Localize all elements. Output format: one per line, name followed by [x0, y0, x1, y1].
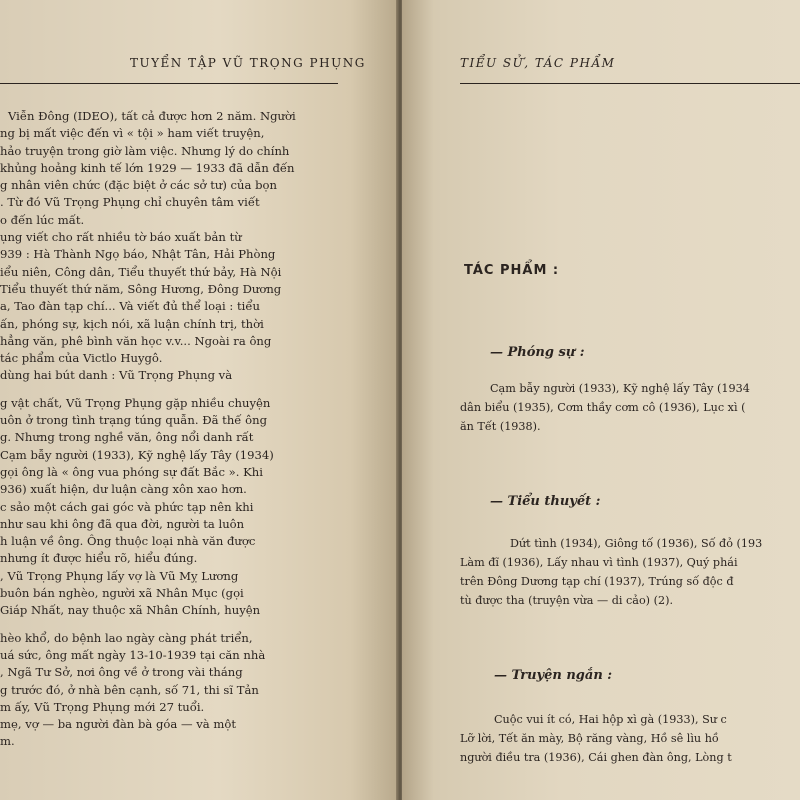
body-line: a, Tao đàn tạp chí... Và viết đủ thể loại : tiểu: [0, 299, 260, 314]
body-line: , Ngã Tư Sở, nơi ông về ở trong vài tháng: [0, 665, 243, 680]
body-line: c sảo một cách gai góc và phức tạp nên khi: [0, 499, 254, 514]
body-line: h luận về ông. Ông thuộc loại nhà văn được: [0, 534, 256, 549]
body-line: khủng hoảng kinh tế lớn 1929 — 1933 đã dẫn đến: [0, 160, 295, 175]
body-line: g. Nhưng trong nghề văn, ông nổi danh rất: [0, 430, 254, 445]
left-header-rule: [0, 83, 338, 84]
body-line: nhưng ít được hiểu rõ, hiểu đúng.: [0, 551, 198, 566]
subhead-phong-su: — Phóng sự :: [490, 345, 585, 360]
body-line: mẹ, vợ — ba người đàn bà góa — và một: [0, 717, 237, 732]
body-line: . Từ đó Vũ Trọng Phụng chỉ chuyên tâm viết: [0, 195, 260, 210]
body-line: hèo khổ, do bệnh lao ngày càng phát triển,: [0, 630, 253, 645]
body-line: ấn, phóng sự, kịch nói, xã luận chính trị, thời: [0, 316, 264, 331]
body-line: g nhân viên chức (đặc biệt ở các sở tư) của bọn: [0, 178, 277, 193]
entry-line: Cuộc vui ít có, Hai hộp xì gà (1933), Sư c: [494, 713, 727, 726]
body-line: Cạm bẫy người (1933), Kỹ nghệ lấy Tây (1934): [0, 447, 274, 462]
entry-line: ăn Tết (1938).: [460, 420, 541, 433]
body-line: g vật chất, Vũ Trọng Phụng gặp nhiều chuyện: [0, 395, 271, 410]
entry-line: trên Đông Dương tạp chí (1937), Trúng số độc đ: [460, 575, 734, 588]
body-line: m.: [0, 734, 15, 749]
body-line: gọi ông là « ông vua phóng sự đất Bắc ». Khi: [0, 464, 263, 479]
left-page: [0, 0, 398, 800]
body-line: uá sức, ông mất ngày 13-10-1939 tại căn nhà: [0, 647, 266, 662]
body-line: Tiểu thuyết thứ năm, Sông Hương, Đông Dương: [0, 281, 282, 296]
left-running-head: TUYỂN TẬP VŨ TRỌNG PHỤNG: [130, 56, 366, 70]
body-line: g trước đó, ở nhà bên cạnh, số 71, thi sĩ Tản: [0, 682, 259, 697]
body-line: ng bị mất việc đến vì « tội » ham viết truyện,: [0, 126, 265, 141]
body-line: , Vũ Trọng Phụng lấy vợ là Vũ Mỵ Lương: [0, 568, 239, 583]
subhead-truyen-ngan: — Truyện ngắn :: [494, 668, 613, 683]
body-line: [0, 620, 398, 630]
entry-tieu-thuyet: [460, 534, 800, 610]
body-line: hảo truyện trong giờ làm việc. Nhưng lý do chính: [0, 143, 290, 158]
subhead-tieu-thuyet: — Tiểu thuyết :: [490, 494, 601, 509]
body-line: tác phẩm của Victlo Huygô.: [0, 351, 163, 366]
body-line: uôn ở trong tình trạng túng quẫn. Đã thế ông: [0, 413, 267, 428]
body-line: iểu niên, Công dân, Tiểu thuyết thứ bảy, Hà Nội: [0, 264, 282, 279]
entry-line: Lỡ lời, Tết ăn mày, Bộ răng vàng, Hồ sê lìu hồ: [460, 732, 719, 745]
body-line: 939 : Hà Thành Ngọ báo, Nhật Tân, Hải Phòng: [0, 247, 276, 262]
section-title: TÁC PHẨM :: [464, 263, 560, 278]
entry-line: người điều tra (1936), Cái ghen đàn ông, Lòng t: [460, 751, 732, 764]
right-page: [402, 0, 800, 800]
entry-line: Làm đĩ (1936), Lấy nhau vì tình (1937), Quý phái: [460, 556, 738, 569]
body-line: Viễn Đông (IDEO), tất cả được hơn 2 năm. Người: [8, 109, 296, 123]
right-running-head: TIỂU SỬ, TÁC PHẨM: [460, 56, 616, 70]
left-body-text: [0, 108, 398, 751]
body-line: hẳng văn, phê bình văn học v.v... Ngoài ra ông: [0, 333, 272, 348]
entry-line: Cạm bẫy người (1933), Kỹ nghệ lấy Tây (1934: [490, 382, 750, 395]
entry-line: tù được tha (truyện vừa — di cảo) (2).: [460, 594, 674, 607]
body-line: như sau khi ông đã qua đời, người ta luôn: [0, 516, 245, 531]
right-header-rule: [460, 83, 800, 84]
body-line: [0, 385, 398, 395]
body-line: Giáp Nhất, nay thuộc xã Nhân Chính, huyện: [0, 603, 261, 618]
entry-line: dân biểu (1935), Cơm thầy cơm cô (1936), Lục xì (: [460, 401, 746, 414]
body-line: m ấy, Vũ Trọng Phụng mới 27 tuổi.: [0, 699, 205, 714]
body-line: o đến lúc mất.: [0, 212, 85, 227]
body-line: 936) xuất hiện, dư luận càng xôn xao hơn.: [0, 482, 247, 497]
entry-phong-su: [460, 379, 800, 436]
body-line: dùng hai bút danh : Vũ Trọng Phụng và: [0, 368, 233, 383]
entry-line: Dứt tình (1934), Giông tố (1936), Số đỏ (193: [510, 537, 763, 550]
body-line: buôn bán nghèo, người xã Nhân Mục (gọi: [0, 586, 244, 601]
body-line: ụng viết cho rất nhiều tờ báo xuất bản từ: [0, 230, 242, 245]
entry-truyen-ngan: [460, 710, 800, 767]
